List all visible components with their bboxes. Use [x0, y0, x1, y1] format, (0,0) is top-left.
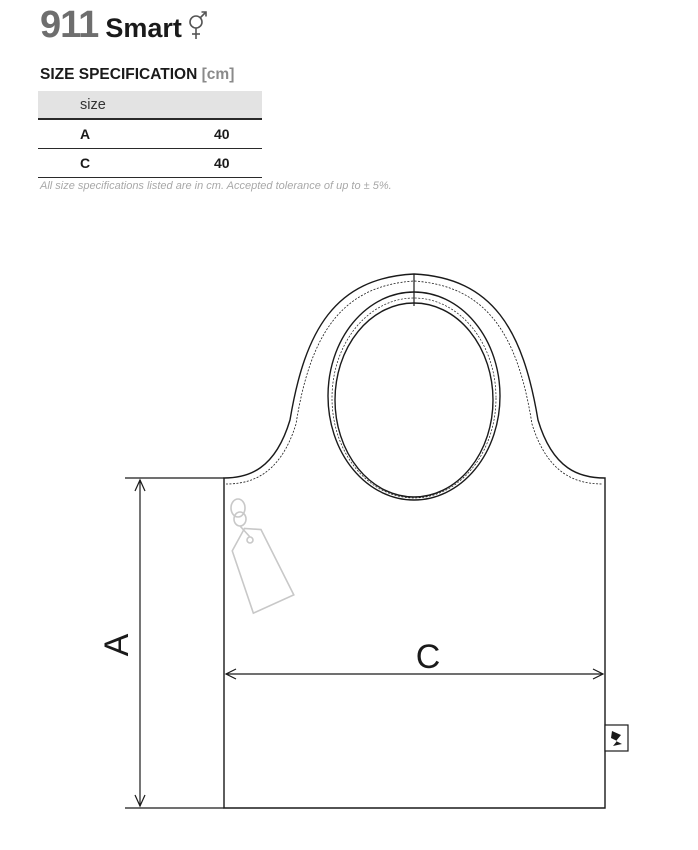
product-code: 911	[40, 4, 99, 46]
dimension-a	[125, 478, 224, 808]
hang-tag-icon	[229, 499, 296, 615]
tolerance-note: All size specifications listed are in cm. Accepted tolerance of up to ± 5%.	[40, 180, 392, 192]
table-row-value: 40	[214, 119, 262, 149]
dimension-a-label: A	[98, 633, 136, 657]
size-spec-heading: SIZE SPECIFICATION	[40, 66, 198, 83]
brand-label-icon	[605, 725, 628, 751]
product-name: Smart	[105, 13, 182, 43]
size-spec-unit: [cm]	[201, 66, 235, 83]
dimension-c-label: C	[415, 638, 441, 676]
bag-outline	[224, 274, 605, 808]
dimension-c	[226, 669, 603, 679]
table-row-value: 40	[214, 149, 262, 178]
handle-opening	[328, 274, 500, 500]
table-header-size: size	[38, 91, 214, 119]
table-row-label: C	[38, 149, 214, 178]
table-row-label: A	[38, 119, 214, 149]
